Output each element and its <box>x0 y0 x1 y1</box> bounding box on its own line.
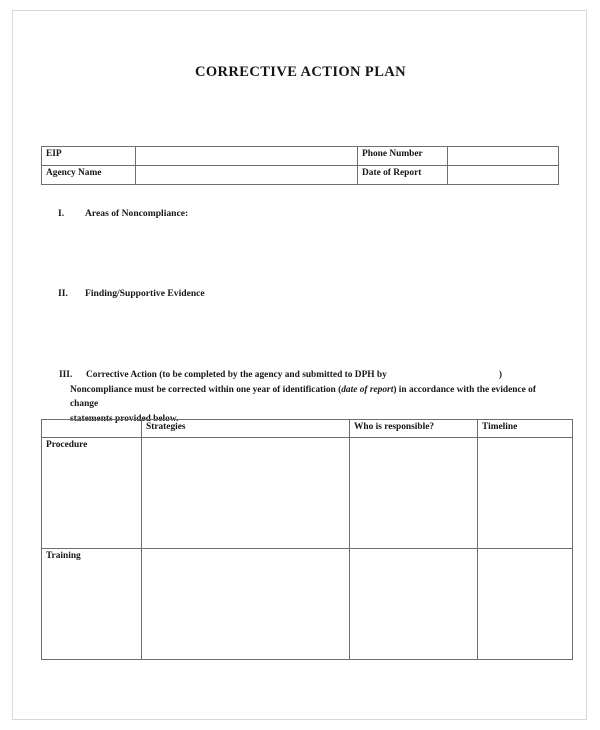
column-header-strategies: Strategies <box>142 420 350 438</box>
phone-number-value-cell[interactable] <box>448 147 559 166</box>
section-two-numeral: II. <box>58 288 68 299</box>
training-responsible-cell[interactable] <box>350 549 478 660</box>
date-of-report-italic: date of report <box>341 384 394 395</box>
training-strategies-cell[interactable] <box>142 549 350 660</box>
table-row <box>42 166 559 185</box>
section-two-heading: Finding/Supportive Evidence <box>85 288 205 299</box>
date-of-report-value-cell[interactable] <box>448 166 559 185</box>
procedure-responsible-cell[interactable] <box>350 438 478 549</box>
section-three-line3: statements provided below. <box>70 413 179 424</box>
date-of-report-label-cell: Date of Report <box>358 166 448 185</box>
column-header-timeline: Timeline <box>478 420 573 438</box>
section-three-line2 <box>59 383 559 412</box>
eip-value-cell[interactable] <box>136 147 358 166</box>
section-one-numeral: I. <box>58 208 65 219</box>
section-three-line1-close: ) <box>498 370 502 380</box>
identification-table <box>41 146 559 185</box>
document-page <box>12 10 587 720</box>
section-three-line2-part1: Noncompliance must be corrected within one year of identification ( <box>70 384 342 395</box>
column-header-blank <box>42 420 142 438</box>
agency-name-label-cell: Agency Name <box>42 166 136 185</box>
procedure-strategies-cell[interactable] <box>142 438 350 549</box>
training-timeline-cell[interactable] <box>478 549 573 660</box>
procedure-timeline-cell[interactable] <box>478 438 573 549</box>
section-one <box>58 207 188 221</box>
section-two <box>58 287 205 301</box>
column-header-responsible: Who is responsible? <box>350 420 478 438</box>
agency-name-value-cell[interactable] <box>136 166 358 185</box>
table-row <box>42 549 573 660</box>
corrective-action-table <box>41 419 573 660</box>
eip-label-cell: EIP <box>42 147 136 166</box>
table-header-row <box>42 420 573 438</box>
page-title: CORRECTIVE ACTION PLAN <box>194 64 407 80</box>
phone-number-label-cell: Phone Number <box>358 147 448 166</box>
table-row <box>42 147 559 166</box>
section-one-heading: Areas of Noncompliance: <box>85 208 189 219</box>
row-label-training: Training <box>42 549 142 660</box>
section-three-line1-text: Corrective Action (to be completed by the agency and submitted to DPH by <box>86 370 387 380</box>
table-row <box>42 438 573 549</box>
section-three-numeral: III. <box>59 370 73 380</box>
section-three <box>59 368 559 426</box>
row-label-procedure: Procedure <box>42 438 142 549</box>
section-three-line2-part2: ) in accordance with the evidence of change <box>70 384 536 409</box>
